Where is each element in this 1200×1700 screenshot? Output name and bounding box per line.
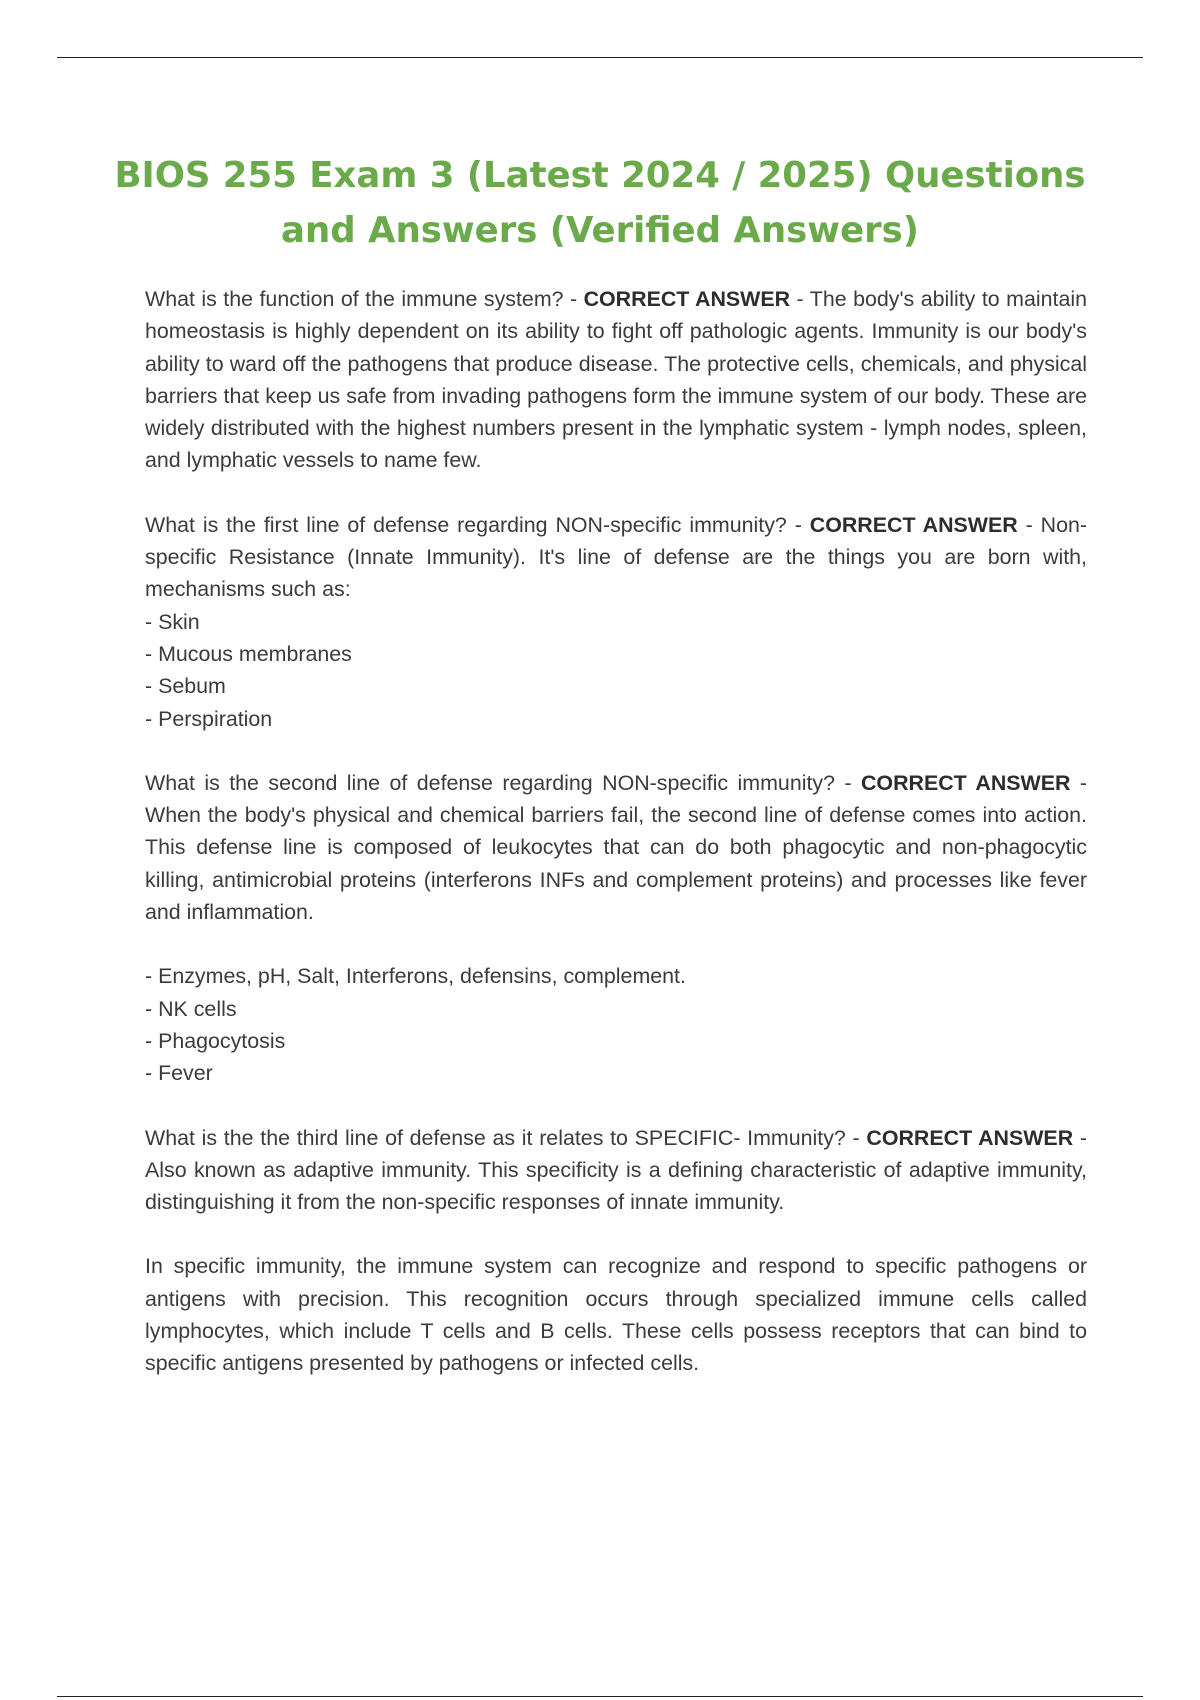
spacer [145,1218,1087,1250]
qa-paragraph [145,767,1087,928]
question-text: What is the second line of defense regarding NON-specific immunity? - [145,770,861,795]
answer-text: - Also known as adaptive immunity. This specificity is a defining characteristic of adaptive immunity, distinguishing it from the non-specific responses of innate immunity. [145,1125,1087,1215]
qa-item-1 [145,283,1087,477]
qa-item-2 [145,509,1087,735]
list-item: - NK cells [145,996,237,1021]
answer-text: - The body's ability to maintain homeostasis is highly dependent on its ability to fight off pathologic agents. Immunity is our body's ability to ward off the pathogens that produce disease. The protective cells, chemicals, and physical barriers that keep us safe from invading pathogens form the immune system of our body. These are widely distributed with the highest numbers present in the lymphatic system - lymph nodes, spleen, and lymphatic vessels to name few. [145,287,1087,473]
list-item: - Sebum [145,674,226,699]
correct-answer-label: CORRECT ANSWER [866,1125,1074,1150]
qa-paragraph [145,509,1087,606]
list-item: - Phagocytosis [145,1028,286,1053]
question-text: What is the function of the immune system? - [145,287,584,311]
correct-answer-label: CORRECT ANSWER [809,512,1018,537]
bullet-list [145,960,1087,1089]
list-item: - Mucous membranes [145,641,352,666]
correct-answer-label: CORRECT ANSWER [583,287,791,311]
qa-paragraph [145,283,1087,477]
list-item: - Fever [145,1061,213,1086]
list-item: - Skin [145,609,200,634]
answer-text: - When the body's physical and chemical barriers fail, the second line of defense comes into action. This defense line is composed of leukocytes that can do both phagocytic and non-phagocytic killing, antimicrobial proteins (interferons INFs and complement proteins) and processes like fever and inflammation. [145,770,1088,925]
question-text: What is the first line of defense regarding NON-specific immunity? - [145,512,810,537]
qa-item-3 [145,767,1087,1090]
list-item: - Perspiration [145,706,273,731]
qa-item-4 [145,1122,1087,1380]
extra-paragraph: In specific immunity, the immune system can recognize and respond to specific pathogens or antigens with precision. This recognition occurs through specialized immune cells called lymphocytes, which include T cells and B cells. These cells possess receptors that can bind to specific antigens presented by pathogens or infected cells. [145,1254,1087,1376]
document-title: BIOS 255 Exam 3 (Latest 2024 / 2025) Questions and Answers (Verified Answers) [114,155,1086,251]
document-body [145,283,1087,1412]
top-rule [57,57,1143,58]
list-item: - Enzymes, pH, Salt, Interferons, defensins, complement. [145,964,686,989]
question-text: What is the the third line of defense as it relates to SPECIFIC- Immunity? - [145,1125,867,1150]
bullet-list [145,606,1087,735]
bottom-rule [57,1696,1143,1697]
qa-paragraph [145,1122,1087,1219]
correct-answer-label: CORRECT ANSWER [860,770,1071,795]
spacer [145,928,1087,960]
answer-text: - Non-specific Resistance (Innate Immunity). It's line of defense are the things you are born with, mechanisms such as: [145,512,1088,602]
